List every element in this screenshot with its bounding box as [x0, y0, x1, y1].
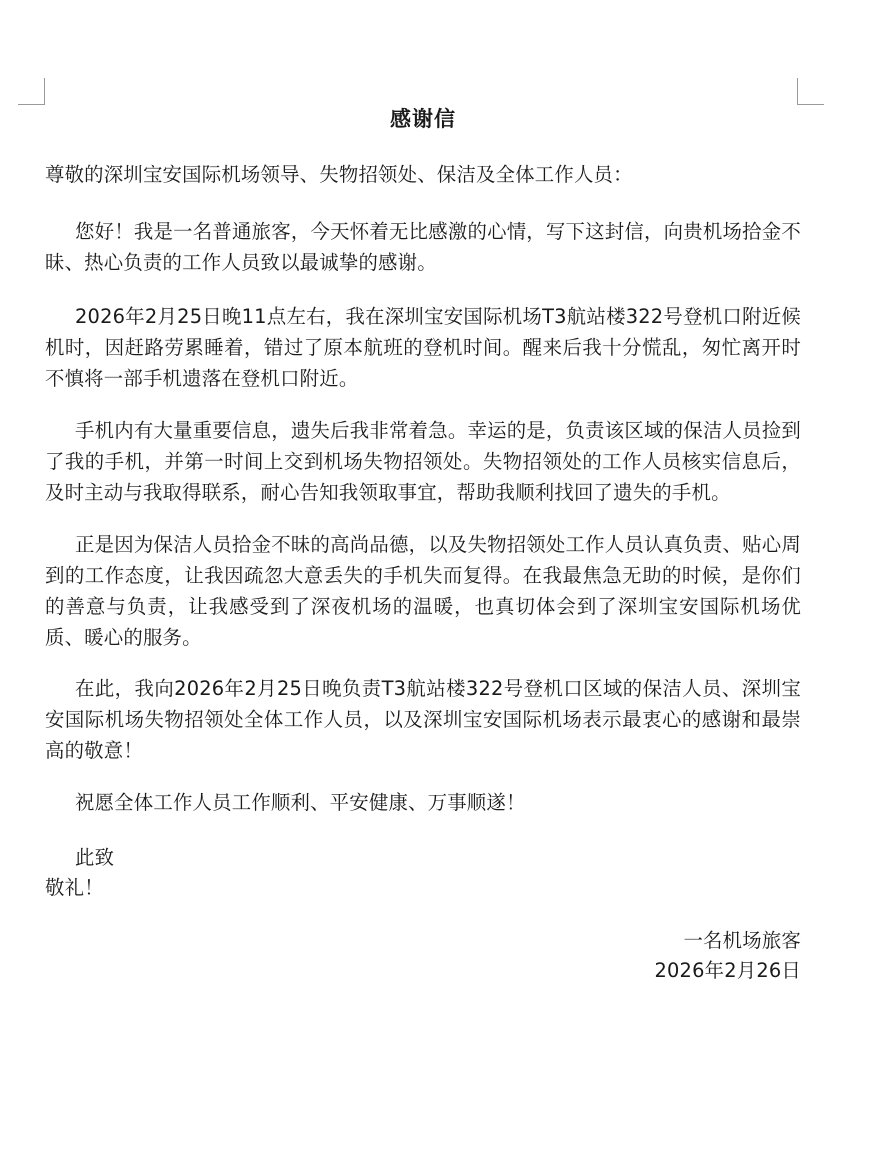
letter-salutation: 尊敬的深圳宝安国际机场领导、失物招领处、保洁及全体工作人员： [45, 163, 633, 186]
closing-line-2: 敬礼！ [45, 876, 104, 899]
paragraph-wishes: 祝愿全体工作人员工作顺利、平安健康、万事顺遂！ [75, 791, 526, 814]
signature-name: 一名机场旅客 [683, 929, 801, 952]
paragraph-recovery: 手机内有大量重要信息，遗失后我非常着急。幸运的是，负责该区域的保洁人员捡到了我的手机，并第一时间上交到机场失物招领处。失物招领处的工作人员核实信息后，及时主动与我取得联系，耐心告知我领取事宜，帮助我顺利找回了遗失的手机。 [45, 419, 801, 504]
signature-date: 2026年2月26日 [654, 959, 801, 982]
top-right-margin-mark [797, 78, 824, 105]
letter-title: 感谢信 [390, 107, 456, 131]
paragraph-thanks: 在此，我向2026年2月25日晚负责T3航站楼322号登机口区域的保洁人员、深圳宝安国际机场失物招领处全体工作人员，以及深圳宝安国际机场表示最衷心的感谢和最崇高的敬意！ [45, 677, 801, 762]
paragraph-appreciation: 正是因为保洁人员拾金不昧的高尚品德，以及失物招领处工作人员认真负责、贴心周到的工作态度，让我因疏忽大意丢失的手机失而复得。在我最焦急无助的时候，是你们的善意与负责，让我感受到了深夜机场的温暖，也真切体会到了深圳宝安国际机场优质、暖心的服务。 [45, 533, 801, 649]
closing-line-1: 此致 [75, 846, 115, 869]
signature-block [654, 926, 801, 986]
paragraph-greeting: 您好！我是一名普通旅客，今天怀着无比感激的心情，写下这封信，向贵机场拾金不昧、热心负责的工作人员致以最诚挚的感谢。 [45, 220, 801, 274]
top-left-margin-mark [18, 78, 45, 105]
paragraph-incident: 2026年2月25日晚11点左右，我在深圳宝安国际机场T3航站楼322号登机口附近候机时，因赶路劳累睡着，错过了原本航班的登机时间。醒来后我十分慌乱，匆忙离开时不慎将一部手机遗落在登机口附近。 [45, 305, 801, 390]
